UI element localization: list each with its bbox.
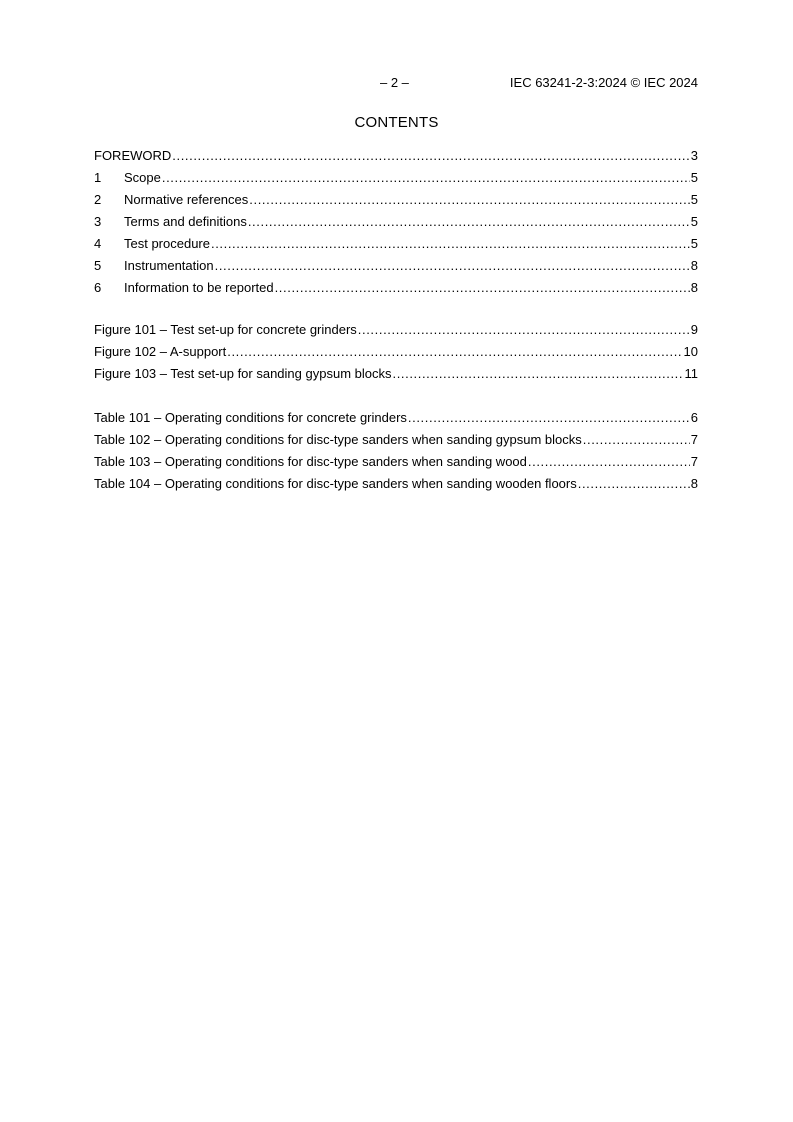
toc-entry-title: Table 101 – Operating conditions for concrete grinders (94, 410, 407, 425)
toc-entry-title: Table 104 – Operating conditions for disc-type sanders when sanding wooden floors (94, 476, 577, 491)
dot-leader (172, 145, 689, 167)
toc-clauses (94, 145, 698, 299)
toc-entry-information-to-be-reported[interactable] (94, 277, 698, 299)
dot-leader (249, 189, 689, 211)
document-reference: IEC 63241-2-3:2024 © IEC 2024 (509, 75, 698, 90)
toc-table-entry[interactable] (94, 407, 698, 429)
toc-entry-page: 5 (690, 236, 698, 251)
toc-entry-number: 4 (94, 236, 102, 251)
dot-leader (528, 451, 690, 473)
toc-figure-entry[interactable] (94, 341, 698, 363)
toc-entry-title: Figure 101 – Test set-up for concrete grinders (94, 322, 357, 337)
dot-leader (162, 167, 690, 189)
dot-leader (211, 233, 690, 255)
toc-tables (94, 407, 698, 495)
toc-entry-title: Terms and definitions (124, 214, 247, 229)
toc-entry-page: 8 (690, 280, 698, 295)
toc-entry-number: 6 (94, 280, 102, 295)
page-number: – 2 – (380, 75, 409, 90)
toc-table-entry[interactable] (94, 473, 698, 495)
toc-entry-title: Figure 103 – Test set-up for sanding gypsum blocks (94, 366, 392, 381)
dot-leader (215, 255, 690, 277)
toc-entry-title: Instrumentation (124, 258, 214, 273)
toc-table-entry[interactable] (94, 451, 698, 473)
toc-entry-title: Scope (124, 170, 161, 185)
dot-leader (248, 211, 690, 233)
toc-entry-page: 7 (690, 432, 698, 447)
toc-entry-normative-references[interactable] (94, 189, 698, 211)
toc-entry-page: 5 (690, 170, 698, 185)
toc-entry-number: 5 (94, 258, 102, 273)
toc-entry-scope[interactable] (94, 167, 698, 189)
dot-leader (578, 473, 690, 495)
dot-leader (358, 319, 690, 341)
toc-entry-page: 8 (690, 476, 698, 491)
toc-entry-number: 3 (94, 214, 102, 229)
toc-entry-title: Normative references (124, 192, 249, 207)
toc-entry-page: 6 (690, 410, 698, 425)
dot-leader (408, 407, 690, 429)
contents-title: CONTENTS (354, 114, 439, 131)
toc-entry-foreword[interactable] (94, 145, 698, 167)
toc-entry-title: Table 103 – Operating conditions for disc-type sanders when sanding wood (94, 454, 527, 469)
dot-leader (275, 277, 690, 299)
toc-entry-page: 9 (690, 322, 698, 337)
toc-figure-entry[interactable] (94, 319, 698, 341)
toc-table-entry[interactable] (94, 429, 698, 451)
toc-entry-title: Test procedure (124, 236, 210, 251)
dot-leader (227, 341, 682, 363)
toc-entry-page: 5 (690, 192, 698, 207)
toc-entry-page: 7 (690, 454, 698, 469)
toc-entry-title: Table 102 – Operating conditions for disc-type sanders when sanding gypsum blocks (94, 432, 582, 447)
toc-entry-title: Information to be reported (124, 280, 274, 295)
toc-entry-test-procedure[interactable] (94, 233, 698, 255)
toc-entry-page: 11 (684, 366, 698, 381)
toc-entry-page: 10 (683, 344, 698, 359)
dot-leader (392, 363, 683, 385)
toc-entry-page: 3 (690, 148, 698, 163)
toc-entry-number: 1 (94, 170, 102, 185)
dot-leader (583, 429, 690, 451)
toc-entry-page: 8 (690, 258, 698, 273)
toc-figures (94, 319, 698, 385)
toc-entry-instrumentation[interactable] (94, 255, 698, 277)
toc-entry-title: FOREWORD (94, 148, 172, 163)
toc-entry-title: Figure 102 – A-support (94, 344, 227, 359)
toc-entry-terms-and-definitions[interactable] (94, 211, 698, 233)
toc-figure-entry[interactable] (94, 363, 698, 385)
toc-entry-page: 5 (690, 214, 698, 229)
toc-entry-number: 2 (94, 192, 102, 207)
